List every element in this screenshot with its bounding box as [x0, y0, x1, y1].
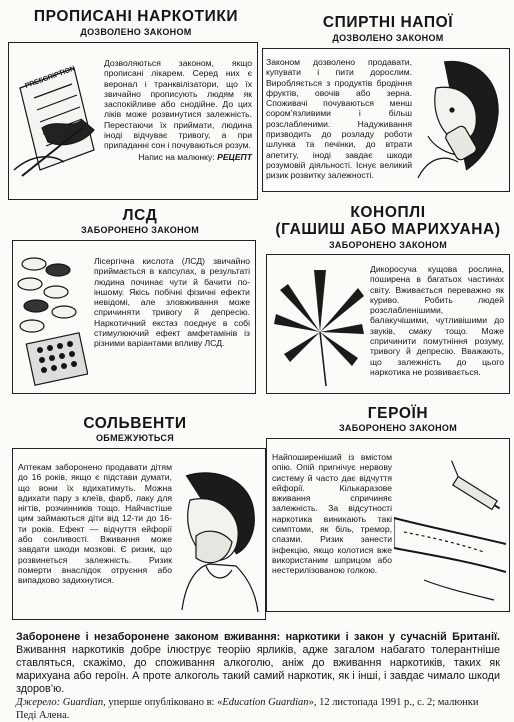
source-publication2: Education Guardian: [222, 697, 309, 708]
panel-text-solvents: Аптекам заборонено продавати дітям до 16 років, якщо є підстави думати, що вони їх вдихатимуть. Можна вдихати пару з клеїв, фарб, лаку для нігтів, розчинників тощо. Найчастіше цим займаються діти від 12-ти до 16-ти років. Ефект — відчуття ейфорії або сонливості. Вживання може завдати шкоди мозкові. Є ризик, що розвинеться залежність. Ризик померти внаслідок отруєння або випадково задихнутися.: [18, 462, 172, 586]
drinking-person-illustration: [414, 58, 506, 182]
prescribed-note: [104, 152, 252, 162]
pills-illustration: [16, 252, 88, 386]
panel-text-prescribed: [104, 58, 252, 162]
cannabis-leaf-illustration: [270, 262, 368, 388]
panel-title-prescribed: ПРОПИСАНІ НАРКОТИКИ: [33, 8, 239, 25]
solvent-inhaling-illustration: [176, 470, 262, 614]
caption-text: Вживання наркотиків добре ілюструє теорію ярликів, адже загалом набагато толерантніше ставляться, скажімо, до споживання алкоголю, аніж до вживання наркотиків, таких як марихуана або героїн. А проте алкоголь такий самий наркотик, як і інші, і завдає чимало шкоди здоров’ю.: [16, 644, 500, 695]
panel-subtitle-spirits: ДОЗВОЛЕНО ЗАКОНОМ: [332, 33, 444, 43]
source-tail: », 12 листопада 1991 р., с. 2; малюнки Педі Алена.: [16, 697, 479, 721]
panel-text-heroin: Найпоширеніший із вмістом опію. Опій пригнічує нервову систему й часто дає відчуття ейфорії. Кількаразове вживання спричиняє залежність. За відсутності наркотика виникають такі симптоми, як біль, тремор, спазми. Ризик занести інфекцію, якщо колотися вже використаним шприцом або нестерилізованою голкою.: [272, 452, 392, 576]
panel-subtitle-solvents: ОБМЕЖУЮТЬСЯ: [96, 433, 174, 443]
prescription-writing-illustration: [12, 58, 98, 188]
source-line: [16, 697, 500, 722]
panel-subtitle-lsd: ЗАБОРОНЕНО ЗАКОНОМ: [80, 225, 200, 235]
source-label: Джерело:: [16, 697, 61, 708]
panel-title-solvents: СОЛЬВЕНТИ: [83, 415, 187, 432]
panel-subtitle-cannabis: ЗАБОРОНЕНО ЗАКОНОМ: [328, 240, 448, 250]
panel-text-lsd: Лісергічна кислота (ЛСД) звичайно приймається в капсулах, в результаті людина починає чути й бачити по-іншому. Якісь побічні фізичні ефекти невідомі, але зловживання може спричиняти тривогу й депресію. Наркотичний екстаз поєднує в собі стимулюючий ефект амфетамінів із різними варіантами впливу ЛСД.: [94, 256, 250, 349]
panel-title-lsd: ЛСД: [122, 207, 158, 224]
figure-caption: [16, 631, 500, 696]
panel-title-heroin: ГЕРОЇН: [367, 405, 429, 422]
prescription-label: PRESCRIPTION: [24, 65, 77, 90]
panel-subtitle-heroin: ЗАБОРОНЕНО ЗАКОНОМ: [338, 423, 458, 433]
note-value: РЕЦЕПТ: [217, 151, 252, 162]
syringe-arm-illustration: [394, 448, 506, 608]
source-middle: , уперше опубліковано в: «: [103, 697, 223, 708]
panel-text-cannabis: Дикоросуча кущова рослина, поширена в багатьох частинах світу. Вживається переважно як куриво. Робить людей розслабленішими, балакучішими, чутливішими до звуків, смаку тощо. Може спричинити помутніння розуму, тривогу й депресію. Вважають, що залежність до цього наркотика не розвивається.: [370, 264, 504, 377]
panel-subtitle-prescribed: ДОЗВОЛЕНО ЗАКОНОМ: [80, 27, 192, 37]
source-publication: Guardian: [62, 697, 104, 708]
note-label: Напис на малюнку:: [138, 151, 215, 162]
panel-title-cannabis-2: (ГАШИШ АБО МАРИХУАНА): [275, 221, 501, 238]
caption-bold: Заборонене і незаборонене законом вживання: наркотики і закон у сучасній Британії.: [16, 631, 500, 643]
panel-title-spirits: СПИРТНІ НАПОЇ: [322, 14, 454, 31]
panel-text-spirits: Законом дозволено продавати, купувати і пити дорослим. Виробляється з продуктів бродіння фруктів, овочів або зерна. Споживачі почуваються менш сором’язливими і більш розслабленими. Надуживання призводить до розладу роботи шлунка та печінки, до втрати апетиту, іноді завдає шкоди розумовій діяльності. Існує великий ризик розвитку залежності.: [266, 57, 412, 181]
panel-title-cannabis-1: КОНОПЛІ: [350, 204, 426, 221]
panel-body-prescribed: Дозволяються законом, якщо прописані лікарем. Серед них є веронал і транквілізатори, що їх звичайно прописують людям як заспокійливе або снодійне. До цих ліків може розвинутися залежність. Перестаючи їх приймати, людина іноді відчуває тривогу, а при припаданні сон і почуваються розум.: [104, 58, 252, 151]
